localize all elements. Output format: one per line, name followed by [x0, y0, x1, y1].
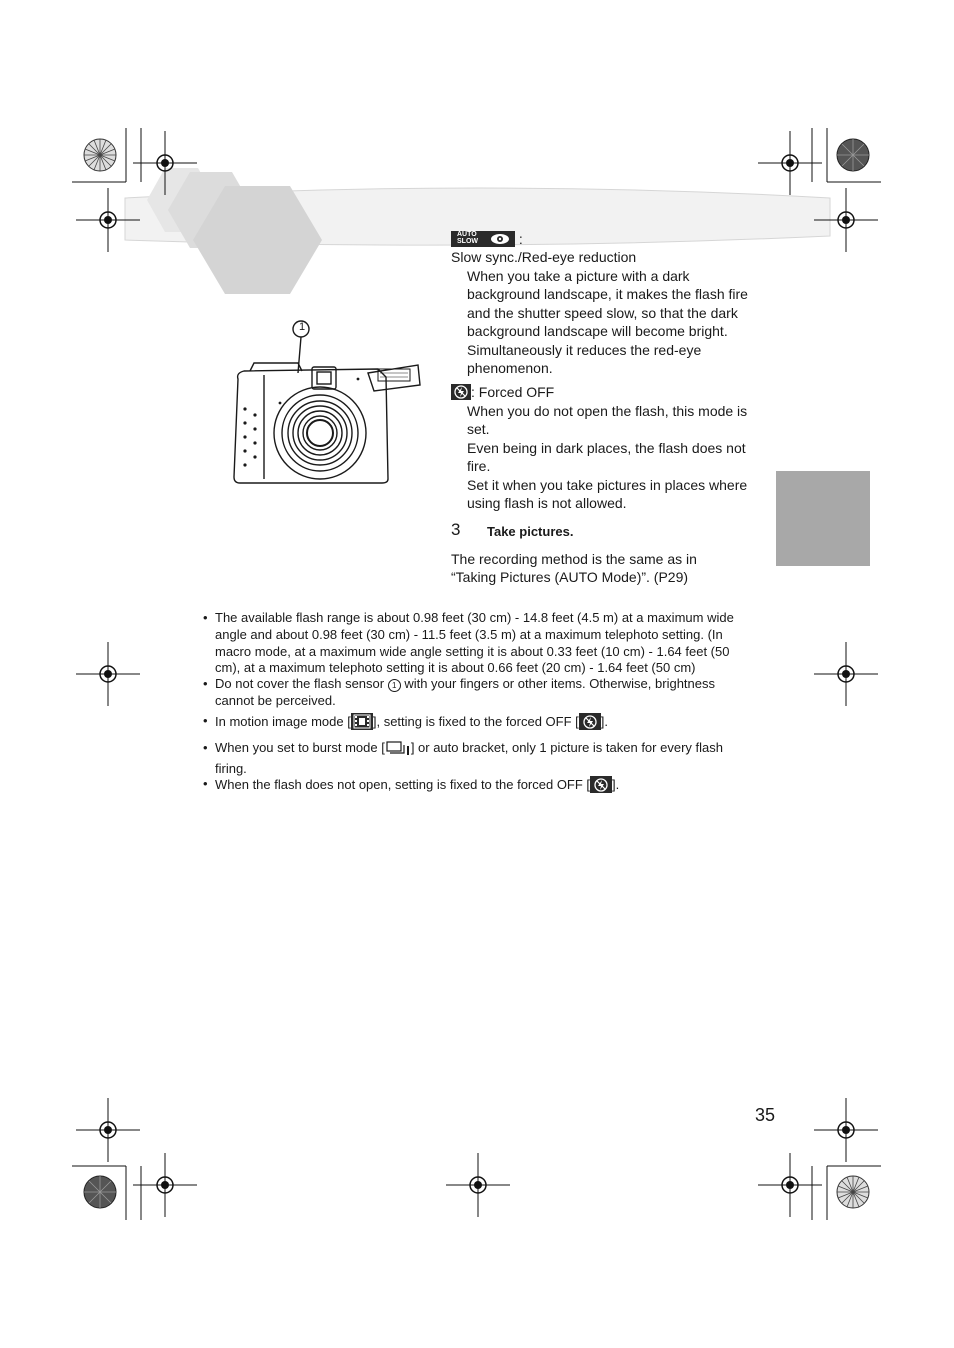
camera-front-icon [228, 315, 428, 490]
figure-callout-number: 1 [298, 321, 306, 333]
chapter-side-tab [776, 471, 870, 566]
step-body: The recording method is the same as in “Taking Pictures (AUTO Mode)”. (P29) [451, 551, 697, 585]
flash-sensor-marker: 1 [388, 679, 401, 692]
burst-mode-icon [385, 740, 411, 761]
flash-off-icon [579, 713, 601, 730]
slow-sync-description [467, 267, 752, 377]
motion-image-mode-icon [351, 713, 373, 730]
forced-off-line: Even being in dark places, the flash does not fire. [467, 439, 746, 475]
step-number: 3 [451, 520, 461, 539]
note-motion-image: • In motion image mode [ ], setting is fixed to the forced OFF [ ]. [203, 713, 609, 729]
slow-sync-line: Simultaneously it reduces the red-eye phenomenon. [467, 341, 702, 377]
flash-off-icon [451, 384, 471, 400]
slow-sync-header: AUTO SLOW : [451, 230, 523, 248]
slow-sync-title: Slow sync./Red-eye reduction [451, 249, 637, 265]
flash-off-icon [590, 776, 612, 793]
forced-off-line: Set it when you take pictures in places where using flash is not allowed. [467, 476, 748, 512]
note-flash-not-open: • When the flash does not open, setting is fixed to the forced OFF [ ]. [203, 776, 620, 792]
note-flash-range: • The available flash range is about 0.98 feet (30 cm) - 14.8 feet (4.5 m) at a maximum wide angle and about 0.98 feet (30 cm) - 11.5 feet (3.5 m) at a maximum telephoto setting. (In macro mode, at a maximum wide angle setting it is about 0.33 feet (10 cm) - 1.64 feet (50 cm), at a maximum telephoto setting it is about 0.66 feet (20 cm) - 1.64 feet (50 cm) [203, 610, 734, 676]
note-burst-mode: • When you set to burst mode [ ] or auto bracket, only 1 picture is taken for every flash firing. [203, 740, 723, 776]
auto-slow-redeye-icon: AUTO SLOW [451, 231, 515, 247]
slow-sync-line: When you take a picture with a dark background landscape, it makes the flash fire and the shutter speed slow, so that the dark background landscape will become bright. [467, 268, 748, 340]
forced-off-description [467, 402, 752, 512]
page-number: 35 [755, 1105, 776, 1125]
forced-off-header: : Forced OFF [451, 383, 554, 401]
step-title: Take pictures. [487, 524, 574, 539]
note-flash-sensor: • Do not cover the flash sensor 1 with your fingers or other items. Otherwise, brightness cannot be perceived. [203, 676, 715, 708]
forced-off-line: When you do not open the flash, this mode is set. [467, 403, 748, 438]
